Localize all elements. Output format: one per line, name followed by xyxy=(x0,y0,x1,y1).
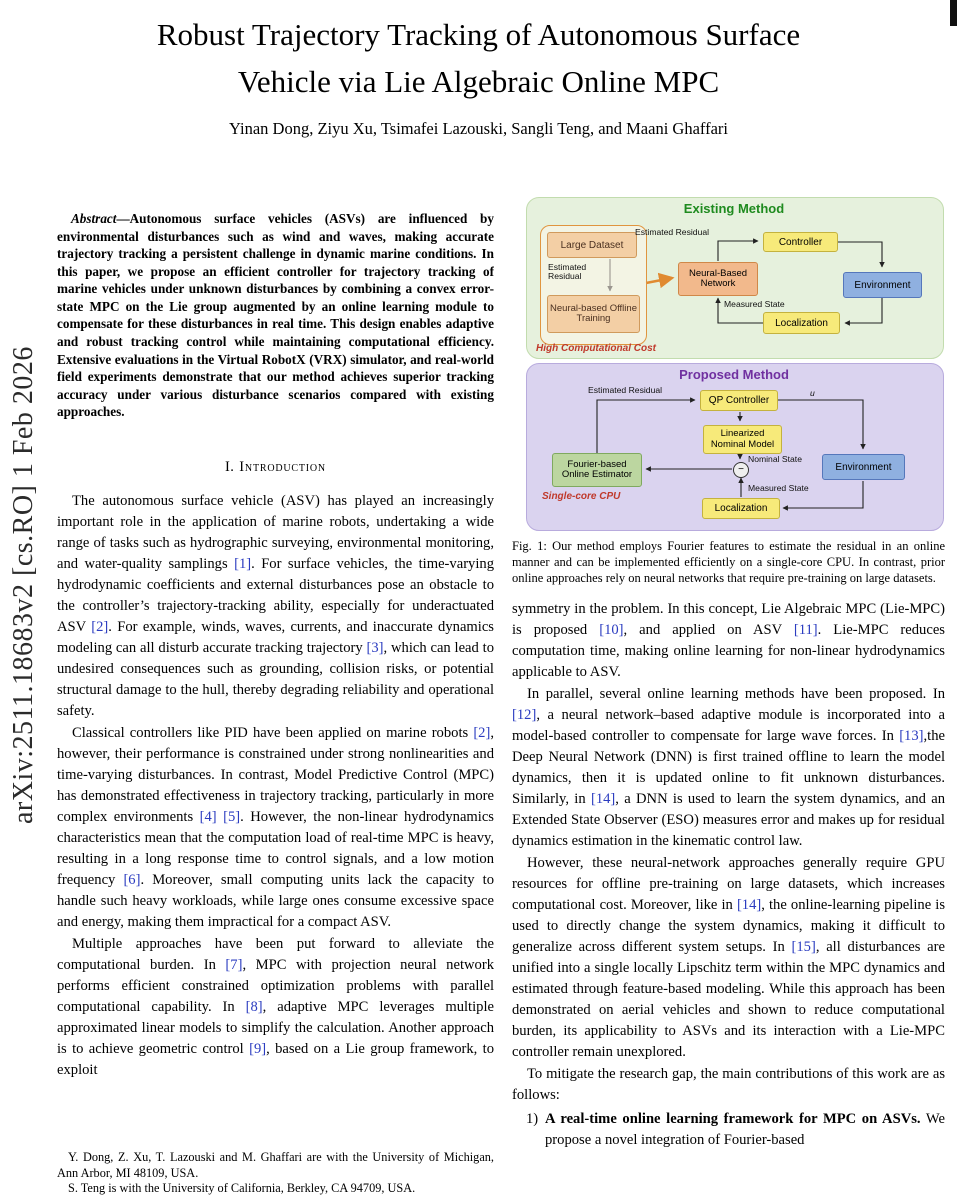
arxiv-watermark: arXiv:2511.18683v2 [cs.RO] 1 Feb 2026 xyxy=(8,346,39,824)
citation-link[interactable]: [7] xyxy=(225,956,243,973)
contribution-number: 1) xyxy=(526,1110,539,1127)
figure-caption-text: Our method employs Fourier features to estimate the residual in an online manner and can be implemented efficiently on a single-core CPU. In contrast, prior online approaches rely on neural networks that require pre-training on large datasets. xyxy=(512,539,945,585)
right-column xyxy=(512,197,945,1200)
nominal-state-label: Nominal State xyxy=(748,454,802,464)
paragraph-contributions-intro: To mitigate the research gap, the main contributions of this work are as follows: xyxy=(512,1065,945,1103)
citation-link[interactable]: [1] xyxy=(234,555,252,572)
scan-corner-mark xyxy=(950,0,957,26)
section-number: I. xyxy=(225,458,235,475)
paragraph-intro-3: Multiple approaches have been put forward to alleviate the computational burden. In [7], MPC with projection neural network performs efficient constrained optimization problems with parallel computational capability. In [8], adaptive MPC leverages multiple approximated linear models to simplify the calculation. Another approach is to achieve geometric control [9], based on a Lie group framework, to exploit xyxy=(57,935,494,1078)
citation-link[interactable]: [5] xyxy=(223,808,241,825)
estimated-residual-label-offline: Estimated Residual xyxy=(548,262,587,282)
citation-link[interactable]: [10] xyxy=(599,621,624,638)
contributions-list xyxy=(526,1109,945,1151)
citation-link[interactable]: [2] xyxy=(473,724,491,741)
localization-box-existing: Localization xyxy=(763,312,840,334)
abstract-body: —Autonomous surface vehicles (ASVs) are influenced by environmental disturbances such as wind and waves, making accurate trajectory tracking a persistent challenge in dynamic marine conditions. In this paper, we propose an efficient controller for trajectory tracking of marine vehicles under unknown disturbances by combining a convex error-state MPC on the Lie group augmented by an online learning module to compensate for these disturbances in real time. This design enables adaptive and robust tracking control while maintaining computational efficiency. Extensive evaluations in the Virtual RobotX (VRX) simulator, and real-world field experiments demonstrate that our method achieves superior tracking accuracy under various disturbance scenarios compared with existing approaches. xyxy=(57,211,494,420)
citation-link[interactable]: [14] xyxy=(590,790,616,807)
footnote-affiliation-1: Y. Dong, Z. Xu, T. Lazouski and M. Ghaffari are with the University of Michigan, Ann Arbor, MI 48109, USA. xyxy=(57,1150,494,1180)
measured-state-label-existing: Measured State xyxy=(724,299,785,309)
section-heading-introduction xyxy=(57,459,494,476)
citation-link[interactable]: [14] xyxy=(736,896,762,913)
proposed-method-title: Proposed Method xyxy=(679,367,789,382)
online-estimator-box: Fourier-based Online Estimator xyxy=(552,453,642,487)
citation-link[interactable]: [6] xyxy=(123,871,141,888)
high-computational-cost-note: High Computational Cost xyxy=(536,343,656,354)
paper-title-line1: Robust Trajectory Tracking of Autonomous Surface xyxy=(156,17,801,52)
contribution-bold-lead: A real-time online learning framework for MPC on ASVs. xyxy=(545,1110,921,1127)
paragraph-intro-1: The autonomous surface vehicle (ASV) has played an increasingly important role in the application of marine robots, undertaking a wide range of tasks such as hydrographic surveying, environmental monitoring, and water-quality samplings [1]. For surface vehicles, the time-varying hydrodynamic coefficients and external disturbances pose an obstacle to the controller’s trajectory-tracking ability, especially for underactuated ASV [2]. For example, winds, waves, currents, and inaccurate dynamics modeling can all disturb accurate tracking trajectory [3], which can lead to undesired consequences such as grounding, collision risks, or potential structural damage to the hull, thereby degrading reliability and operational safety. xyxy=(57,492,494,719)
paragraph-intro-2: Classical controllers like PID have been applied on marine robots [2], however, their performance is constrained under strong nonlinearities and time-varying disturbances. In contrast, Model Predictive Control (MPC) has demonstrated effectiveness in trajectory tracking, particularly in more complex environments [4] [5]. However, the non-linear hydrodynamics characteristics mean that the computation load of real-time MPC is heavy, resulting in a long response time to control signals, and a low motion frequency [6]. Moreover, small computing units lack the capacity to handle such heavy workloads, while large ones consume excessive space and energy, making them impractical for a compact ASV. xyxy=(57,724,494,930)
citation-link[interactable]: [3] xyxy=(366,639,384,656)
contribution-item-1 xyxy=(526,1109,945,1151)
figure-caption xyxy=(512,538,945,586)
paragraph-intro-6: However, these neural-network approaches generally require GPU resources for offline pre-training on large datasets, which increases computational cost. Moreover, like in [14], the online-learning pipeline is used to directly change the system dynamics, making it difficult to generalize across different system setups. In [15], all disturbances are unified into a single locally Lipschitz term within the MPC dynamics and estimated through feature-based modeling. While this approach has been demonstrated on aerial vehicles and shown to reduce computational burden, its applicability to ASVs and its interaction with a Lie-MPC controller remain unexplored. xyxy=(512,854,945,1060)
existing-method-title: Existing Method xyxy=(683,201,785,216)
minus-junction: − xyxy=(733,462,749,478)
paper-header xyxy=(0,0,957,139)
paper-authors: Yinan Dong, Ziyu Xu, Tsimafei Lazouski, Sangli Teng, and Maani Ghaffari xyxy=(228,119,728,138)
large-dataset-box: Large Dataset xyxy=(547,232,637,258)
neural-network-box: Neural-Based Network xyxy=(678,262,758,296)
section-title: Introduction xyxy=(239,458,326,475)
paragraph-intro-5: In parallel, several online learning methods have been proposed. In [12], a neural network–based adaptive module is incorporated into a model-based controller to compensate for large wave forces. In [13],the Deep Neural Network (DNN) is first trained offline to learn the model dynamics, then it is updated online to fit unknown disturbances. Similarly, in [14], a DNN is used to learn the system dynamics, and an Extended State Observer (ESO) measures error and makes up for residual dynamics estimation in the kinematic control law. xyxy=(512,685,945,849)
environment-box-existing: Environment xyxy=(843,272,922,298)
citation-link[interactable]: [12] xyxy=(512,706,537,723)
abstract xyxy=(57,210,494,421)
nominal-model-box: Linearized Nominal Model xyxy=(703,425,782,454)
citation-link[interactable]: [2] xyxy=(91,618,109,635)
qp-controller-box: QP Controller xyxy=(700,390,778,411)
environment-box-proposed: Environment xyxy=(822,454,905,480)
abstract-lead: Abstract xyxy=(71,211,117,227)
paper-title xyxy=(0,12,957,105)
figure-1 xyxy=(512,197,945,531)
controller-box: Controller xyxy=(763,232,838,252)
citation-link[interactable]: [8] xyxy=(245,998,263,1015)
citation-link[interactable]: [9] xyxy=(249,1040,267,1057)
paragraph-intro-4: symmetry in the problem. In this concept, Lie Algebraic MPC (Lie-MPC) is proposed [10], and applied on ASV [11]. Lie-MPC reduces computation time, making online learning for non-linear hydrodynamics applicable to ASV. xyxy=(512,600,945,680)
left-column xyxy=(57,197,494,1200)
citation-link[interactable]: [15] xyxy=(791,938,816,955)
paper-title-line2: Vehicle via Lie Algebraic Online MPC xyxy=(237,63,720,99)
citation-link[interactable]: [4] xyxy=(199,808,217,825)
localization-box-proposed: Localization xyxy=(702,498,780,519)
measured-state-label-proposed: Measured State xyxy=(748,483,809,493)
offline-training-box: Neural-based Offline Training xyxy=(547,295,640,333)
two-column-body xyxy=(57,197,945,1200)
citation-link[interactable]: [13] xyxy=(899,727,924,744)
single-core-cpu-note: Single-core CPU xyxy=(542,491,621,502)
footnote-affiliation-2: S. Teng is with the University of California, Berkley, CA 94709, USA. xyxy=(68,1181,416,1196)
control-input-u-label: u xyxy=(810,388,815,398)
contribution-text: We propose a novel integration of Fourier-based xyxy=(545,1110,945,1148)
figure-caption-tag: Fig. 1: xyxy=(512,539,547,553)
estimated-residual-label-existing: Estimated Residual xyxy=(635,227,710,237)
author-footnotes xyxy=(57,1150,494,1200)
citation-link[interactable]: [11] xyxy=(793,621,818,638)
estimated-residual-label-proposed: Estimated Residual xyxy=(588,385,663,395)
